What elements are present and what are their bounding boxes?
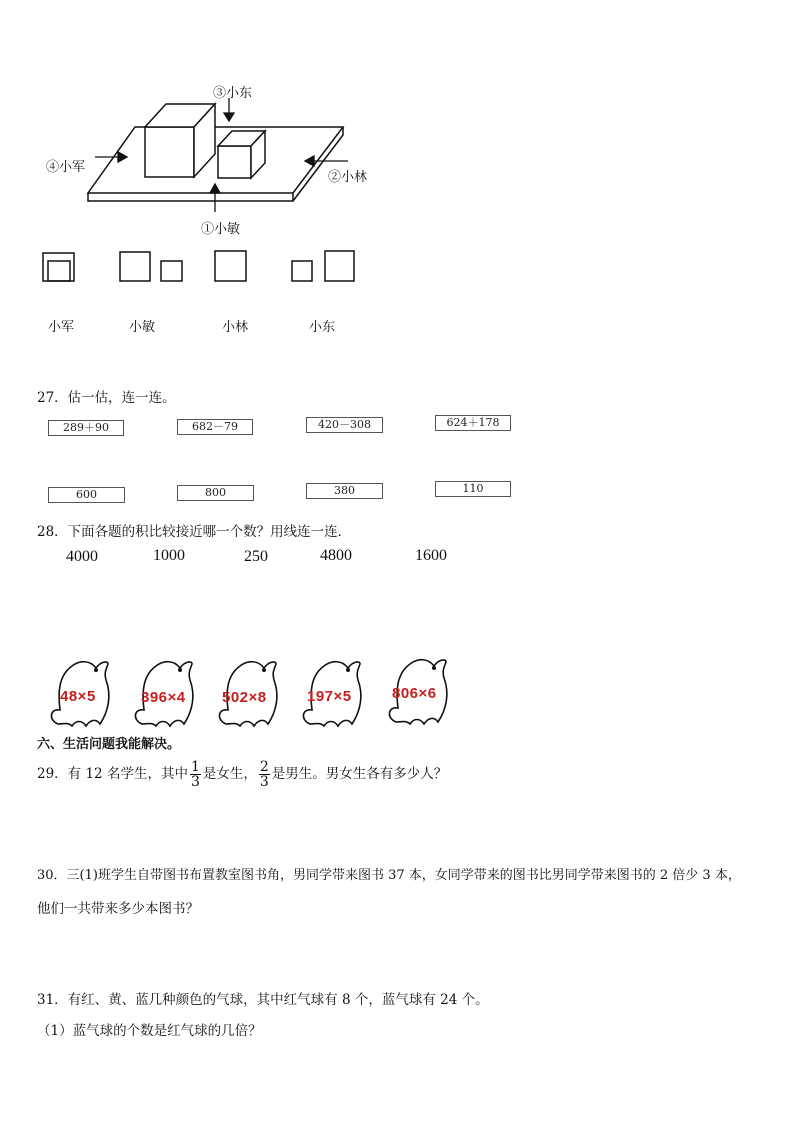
section-6-title: 六、生活问题我能解决。 [37,737,181,752]
view-name-4: 小东 [309,320,336,335]
fraction-two-thirds: $\frac{2}{3}$ [259,759,269,790]
view-name-3: 小林 [222,320,249,335]
q28-number[interactable]: 4800 [320,547,352,564]
q27-result-box[interactable]: 800 [177,485,254,501]
q29-text [37,756,447,792]
q27-result-box[interactable]: 600 [48,487,125,503]
q27-title: 27．估一估，连一连。 [37,390,176,406]
q28-number[interactable]: 250 [244,548,268,565]
view-label-front: ①小敏 [201,222,241,237]
q28-number[interactable]: 1000 [153,547,185,564]
ghost-expression[interactable]: 502×8 [222,689,267,706]
q29-mid: 是女生， [202,766,257,782]
view-label-left: ④小军 [46,160,86,175]
view-label-top: ③小东 [213,86,253,101]
q29-prefix: 29．有 12 名学生，其中 [37,766,188,782]
q28-title: 28．下面各题的积比较接近哪一个数？用线连一连． [37,524,352,540]
cubes-on-board-drawing [0,0,794,260]
q27-expression-box[interactable]: 624＋178 [435,415,511,431]
q28-number[interactable]: 4000 [66,548,98,565]
q31-line-2: （1）蓝气球的个数是红气球的几倍？ [37,1023,262,1039]
q28-number[interactable]: 1600 [415,547,447,564]
q29-suffix: 是男生。男女生各有多少人？ [271,766,448,782]
q27-result-box[interactable]: 380 [306,483,383,499]
q27-expression-box[interactable]: 682－79 [177,419,253,435]
q30-line-1: 30．三(1)班学生自带图书布置教室图书角，男同学带来图书 37 本，女同学带来的图书比男同学带来图书的 2 倍少 3 本， [37,868,741,883]
view-label-right: ②小林 [328,170,368,185]
ghost-expression[interactable]: 48×5 [60,688,96,705]
ghost-expression[interactable]: 396×4 [141,689,186,706]
ghost-expression[interactable]: 197×5 [307,688,352,705]
ghost-expression[interactable]: 806×6 [392,685,437,702]
q27-result-box[interactable]: 110 [435,481,511,497]
q27-expression-box[interactable]: 289＋90 [48,420,124,436]
fraction-one-third: $\frac{1}{3}$ [190,759,200,790]
views-drawing [0,245,794,305]
q30-line-2: 他们一共带来多少本图书？ [37,901,199,917]
view-name-2: 小敏 [129,320,156,335]
q31-line-1: 31．有红、黄、蓝几种颜色的气球，其中红气球有 8 个，蓝气球有 24 个。 [37,992,489,1008]
view-name-1: 小军 [48,320,75,335]
q27-expression-box[interactable]: 420－308 [306,417,383,433]
